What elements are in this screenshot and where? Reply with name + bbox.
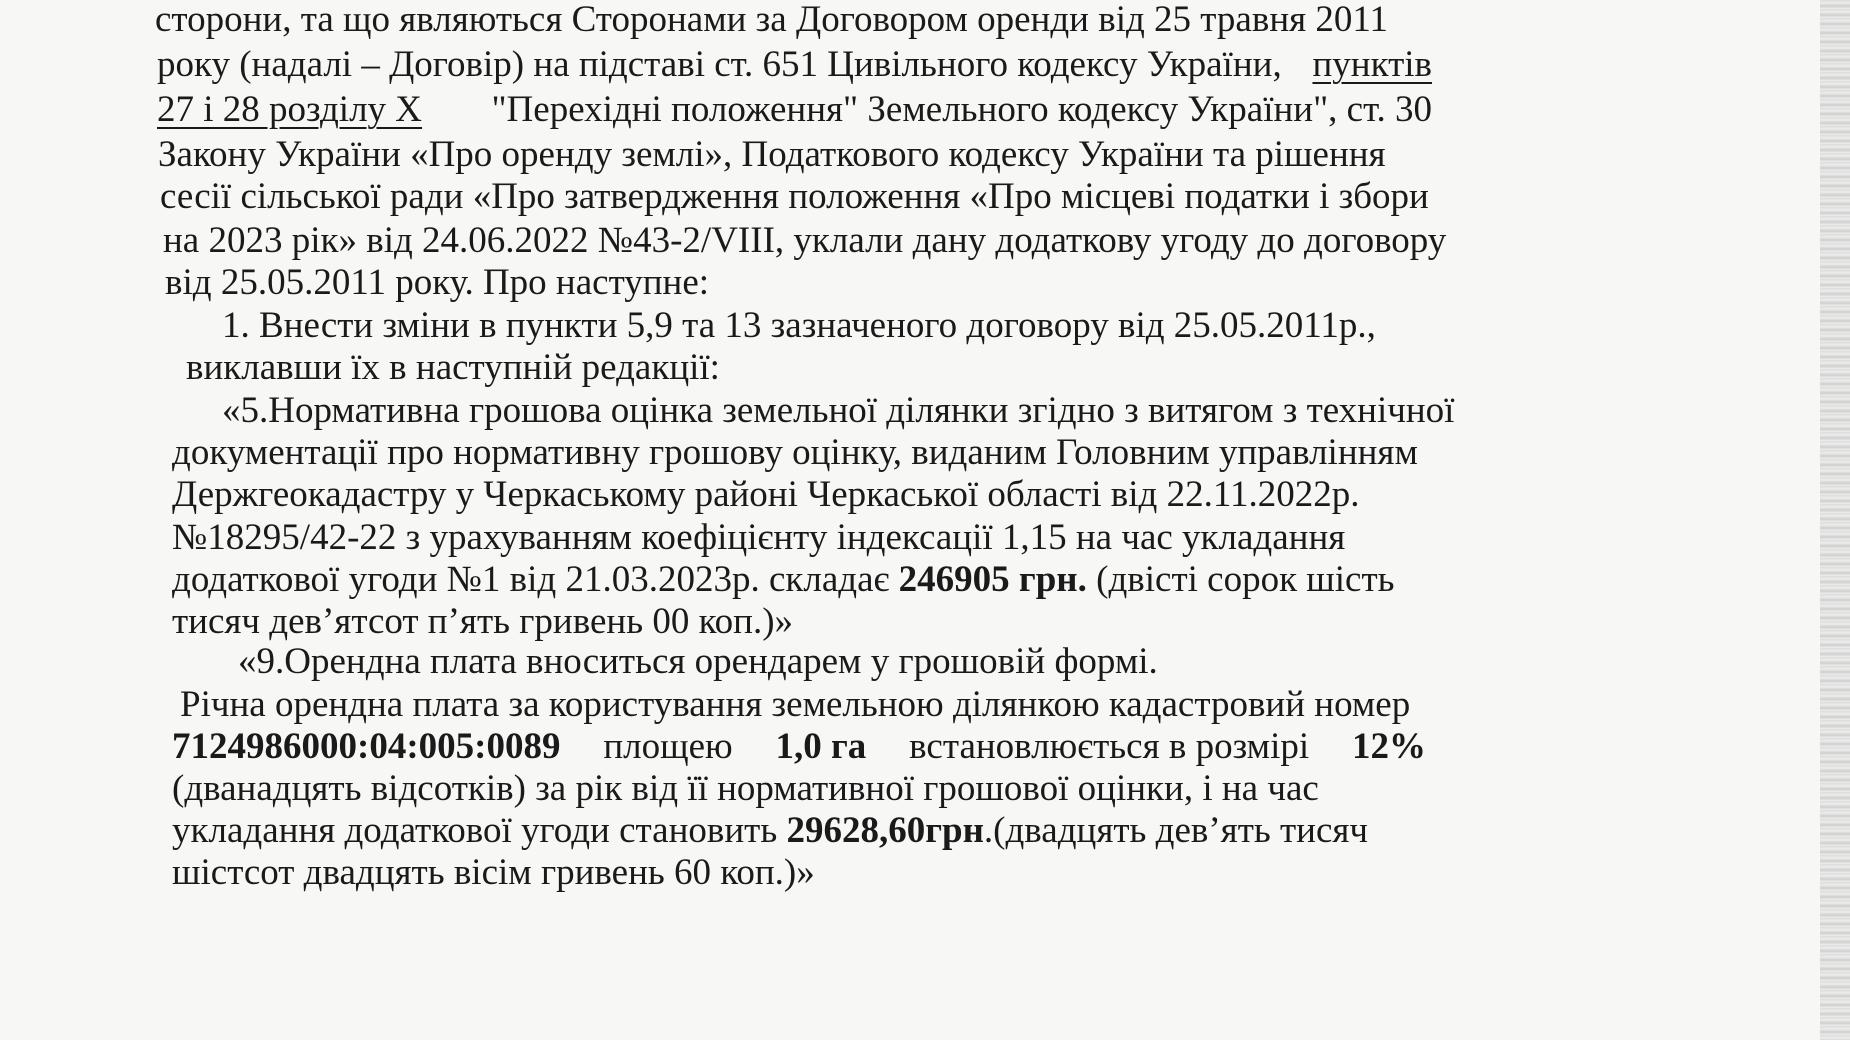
item1-line-1-text: 1. Внести зміни в пункти 5,9 та 13 зазначеного договору від 25.05.2011р.,	[222, 305, 1376, 346]
intro-line-3	[157, 85, 1432, 135]
item1-line-2-text: виклавши їх в наступній редакції:	[186, 347, 720, 388]
intro-line-2-underlined: пунктів	[1312, 44, 1432, 85]
intro-line-1-text: сторони, та що являються Сторонами за Договором оренди від 25 травня 2011	[155, 0, 1389, 40]
clause5-line-5-text: додаткової угоди №1 від 21.03.2023р. складає	[172, 559, 890, 600]
clause5-line-6-text: тисяч дев’ятсот п’ять гривень 00 коп.)»	[172, 601, 794, 642]
intro-line-7-text: від 25.05.2011 року. Про наступне:	[165, 262, 710, 303]
intro-line-1	[155, 0, 1430, 45]
clause9-line-2-text: Річна орендна плата за користування земельною ділянкою кадастровий номер	[180, 684, 1411, 725]
rent-rate-percent: 12%	[1352, 726, 1426, 767]
clause5-line-1-text: «5.Нормативна грошова оцінка земельної ділянки згідно з витягом з технічної	[222, 390, 1455, 431]
clause9-line-6-text: шістсот двадцять вісім гривень 60 коп.)»	[172, 852, 815, 893]
intro-line-5-text: сесії сільської ради «Про затвердження положення «Про місцеві податки і збори	[160, 176, 1429, 217]
intro-line-3-underlined: 27 і 28 розділу X	[157, 89, 423, 130]
land-area: 1,0 га	[775, 726, 867, 767]
intro-line-4-text: Закону України «Про оренду землі», Податкового кодексу України та рішення	[158, 134, 1386, 175]
clause5-line-3-text: Держгеокадастру у Черкаському районі Черкаської області від 22.11.2022р.	[172, 474, 1360, 515]
clause9-rate-label: встановлюється в розмірі	[909, 726, 1310, 767]
clause9-line-6	[172, 848, 815, 898]
intro-line-3-text: "Перехідні положення" Земельного кодексу України", ст. 30	[491, 89, 1432, 130]
clause5-line-2-text: документації про нормативну грошову оцінку, виданим Головним управлінням	[172, 432, 1418, 473]
normative-valuation-amount: 246905 грн.	[898, 559, 1087, 600]
clause9-line-1-text: «9.Орендна плата вноситься орендарем у грошовій формі.	[238, 641, 1158, 682]
clause5-line-5-words: (двісті сорок шість	[1096, 559, 1395, 600]
intro-line-2	[157, 40, 1432, 90]
clause9-line-4-text: (дванадцять відсотків) за рік від її нормативної грошової оцінки, і на час	[172, 768, 1319, 809]
clause9-line-5-words: .(двадцять дев’ять тисяч	[983, 810, 1369, 851]
clause5-line-4-text: №18295/42-22 з урахуванням коефіцієнту індексації 1,15 на час укладання	[172, 517, 1346, 558]
clause9-line-5-text: укладання додаткової угоди становить	[172, 810, 778, 851]
intro-line-2-text: року (надалі – Договір) на підставі ст. 651 Цивільного кодексу України,	[157, 44, 1282, 85]
annual-rent-amount: 29628,60грн	[786, 810, 984, 851]
cadastral-number: 7124986000:04:005:0089	[172, 726, 561, 767]
intro-line-5	[160, 172, 1429, 222]
intro-line-6-text: на 2023 рік» від 24.06.2022 №43-2/VIII, уклали дану додаткову угоду до договору	[163, 220, 1447, 261]
clause9-area-label: площею	[603, 726, 733, 767]
